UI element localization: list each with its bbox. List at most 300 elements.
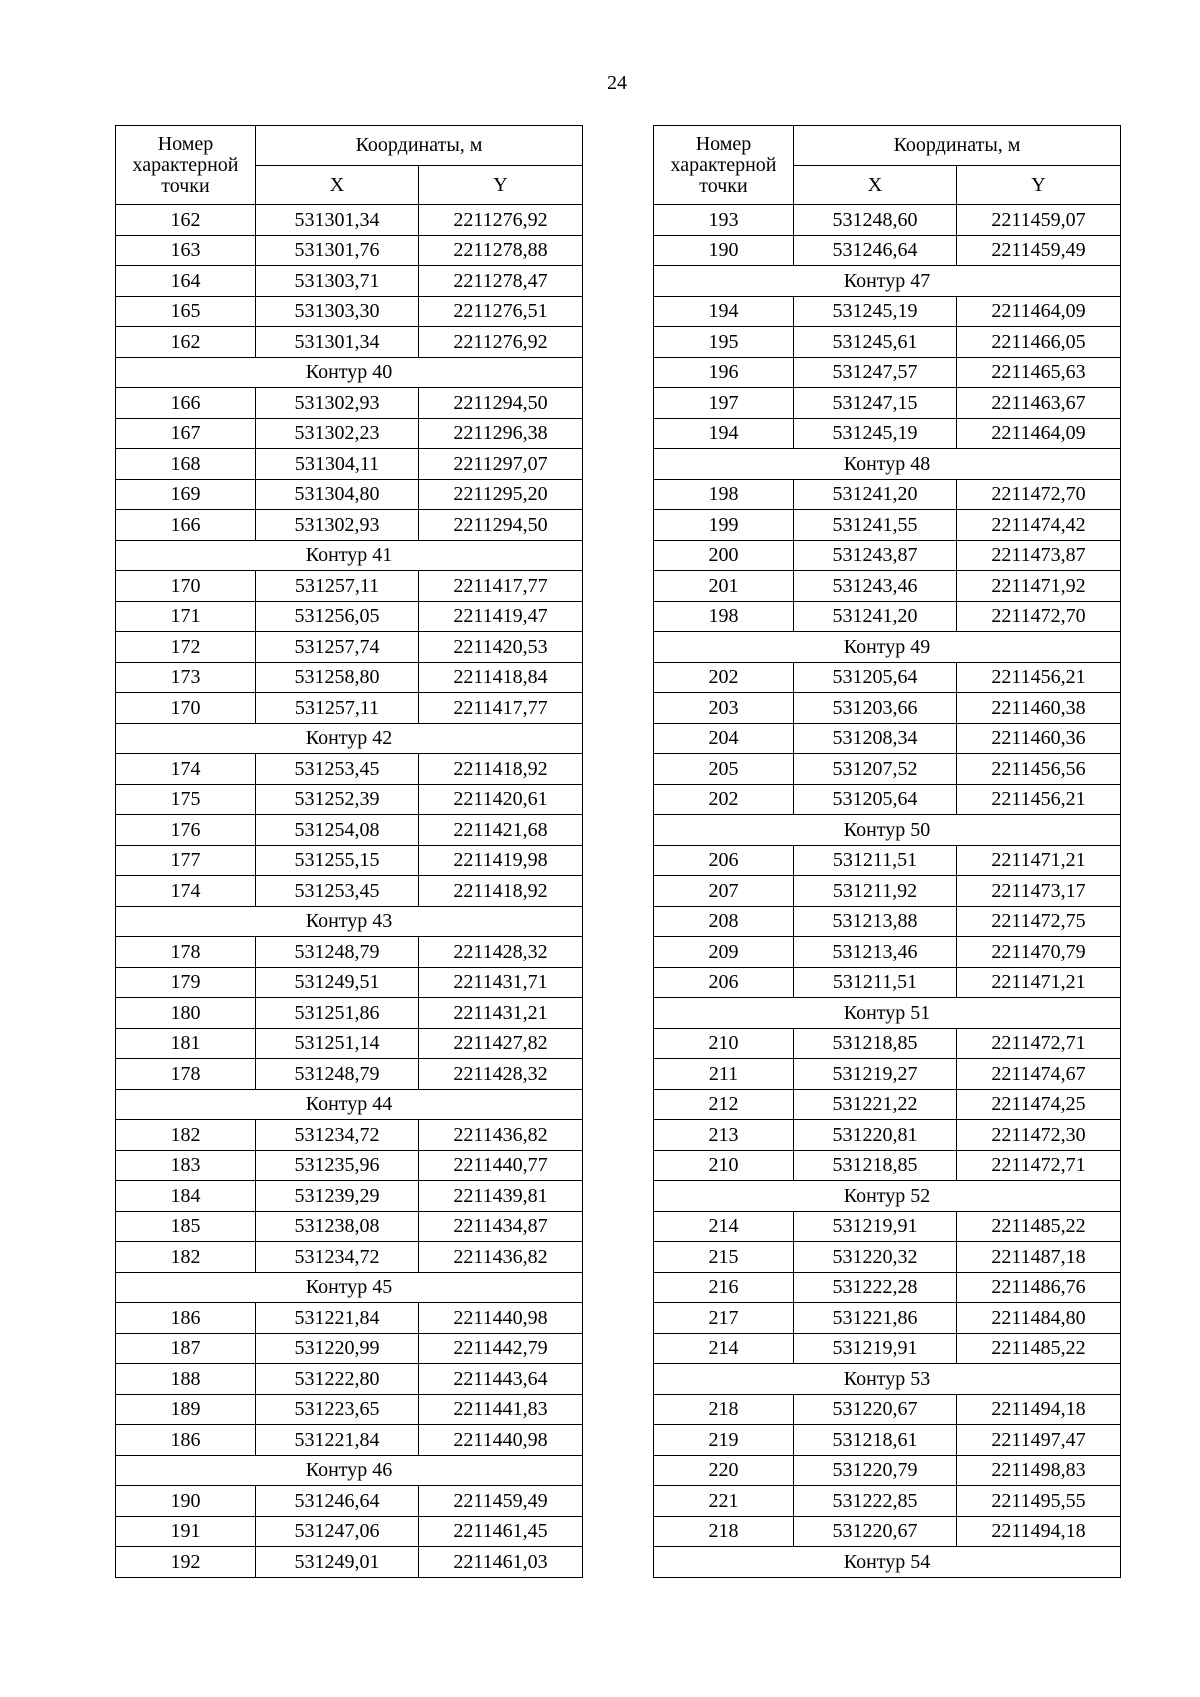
y-coordinate-cell: 2211456,21 [957, 784, 1121, 815]
x-coordinate-cell: 531219,91 [794, 1333, 957, 1364]
point-number-cell: 170 [116, 693, 256, 724]
coordinates-table-left [115, 125, 583, 1578]
point-number-cell: 192 [116, 1547, 256, 1578]
y-coordinate-cell: 2211471,92 [957, 571, 1121, 602]
table-row [116, 418, 583, 449]
table-row [116, 601, 583, 632]
x-coordinate-cell: 531257,11 [256, 693, 419, 724]
table-row [116, 1150, 583, 1181]
x-coordinate-cell: 531220,67 [794, 1394, 957, 1425]
x-coordinate-cell: 531243,46 [794, 571, 957, 602]
point-number-cell: 206 [654, 967, 794, 998]
y-coordinate-cell: 2211418,92 [419, 754, 583, 785]
table-row [116, 1120, 583, 1151]
table-row [654, 693, 1121, 724]
y-coordinate-cell: 2211470,79 [957, 937, 1121, 968]
table-row [116, 815, 583, 846]
x-coordinate-cell: 531247,06 [256, 1516, 419, 1547]
table-row [116, 998, 583, 1029]
y-coordinate-cell: 2211464,09 [957, 418, 1121, 449]
y-coordinate-cell: 2211420,61 [419, 784, 583, 815]
x-coordinate-cell: 531221,86 [794, 1303, 957, 1334]
y-coordinate-cell: 2211463,67 [957, 388, 1121, 419]
point-number-cell: 176 [116, 815, 256, 846]
y-coordinate-cell: 2211294,50 [419, 510, 583, 541]
table-row [654, 601, 1121, 632]
y-coordinate-cell: 2211434,87 [419, 1211, 583, 1242]
point-number-cell: 165 [116, 296, 256, 327]
contour-label: Контур 50 [654, 815, 1121, 846]
point-number-cell: 186 [116, 1303, 256, 1334]
y-coordinate-cell: 2211440,77 [419, 1150, 583, 1181]
x-coordinate-cell: 531241,20 [794, 479, 957, 510]
y-coordinate-cell: 2211276,92 [419, 205, 583, 236]
table-row [116, 1516, 583, 1547]
table-row [116, 1028, 583, 1059]
x-coordinate-cell: 531213,46 [794, 937, 957, 968]
table-row [116, 1425, 583, 1456]
x-coordinate-cell: 531257,11 [256, 571, 419, 602]
point-number-cell: 169 [116, 479, 256, 510]
table-row [654, 754, 1121, 785]
table-row [654, 388, 1121, 419]
y-coordinate-cell: 2211294,50 [419, 388, 583, 419]
contour-row [654, 1547, 1121, 1578]
table-row [116, 845, 583, 876]
point-number-cell: 208 [654, 906, 794, 937]
table-row [654, 1303, 1121, 1334]
table-row [116, 296, 583, 327]
y-coordinate-cell: 2211460,36 [957, 723, 1121, 754]
point-number-cell: 213 [654, 1120, 794, 1151]
y-coordinate-cell: 2211464,09 [957, 296, 1121, 327]
point-number-cell: 216 [654, 1272, 794, 1303]
y-coordinate-cell: 2211459,49 [419, 1486, 583, 1517]
x-coordinate-cell: 531245,61 [794, 327, 957, 358]
y-coordinate-cell: 2211428,32 [419, 1059, 583, 1090]
table-row [116, 235, 583, 266]
point-number-cell: 182 [116, 1120, 256, 1151]
point-number-cell: 210 [654, 1028, 794, 1059]
y-coordinate-cell: 2211466,05 [957, 327, 1121, 358]
table-row [654, 845, 1121, 876]
x-coordinate-cell: 531256,05 [256, 601, 419, 632]
table-row [116, 1059, 583, 1090]
contour-label: Контур 45 [116, 1272, 583, 1303]
x-coordinate-cell: 531211,92 [794, 876, 957, 907]
x-coordinate-cell: 531303,71 [256, 266, 419, 297]
y-coordinate-cell: 2211418,84 [419, 662, 583, 693]
point-number-cell: 220 [654, 1455, 794, 1486]
y-coordinate-cell: 2211440,98 [419, 1425, 583, 1456]
table-row [116, 876, 583, 907]
y-coordinate-cell: 2211474,67 [957, 1059, 1121, 1090]
contour-label: Контур 53 [654, 1364, 1121, 1395]
header-x: X [256, 165, 419, 205]
header-x: X [794, 165, 957, 205]
y-coordinate-cell: 2211436,82 [419, 1242, 583, 1273]
table-row [116, 449, 583, 480]
point-number-cell: 199 [654, 510, 794, 541]
x-coordinate-cell: 531207,52 [794, 754, 957, 785]
table-row [654, 876, 1121, 907]
point-number-cell: 166 [116, 388, 256, 419]
table-row [654, 1333, 1121, 1364]
table-row [654, 296, 1121, 327]
page-number: 24 [607, 72, 627, 94]
point-number-cell: 203 [654, 693, 794, 724]
table-row [654, 479, 1121, 510]
y-coordinate-cell: 2211495,55 [957, 1486, 1121, 1517]
contour-row [116, 723, 583, 754]
y-coordinate-cell: 2211297,07 [419, 449, 583, 480]
y-coordinate-cell: 2211443,64 [419, 1364, 583, 1395]
table-row [654, 723, 1121, 754]
y-coordinate-cell: 2211465,63 [957, 357, 1121, 388]
point-number-cell: 214 [654, 1333, 794, 1364]
point-number-cell: 198 [654, 601, 794, 632]
table-row [654, 967, 1121, 998]
contour-row [654, 632, 1121, 663]
point-number-cell: 211 [654, 1059, 794, 1090]
point-number-cell: 195 [654, 327, 794, 358]
table-row [116, 388, 583, 419]
x-coordinate-cell: 531252,39 [256, 784, 419, 815]
point-number-cell: 204 [654, 723, 794, 754]
table-row [654, 1120, 1121, 1151]
table-row [654, 1089, 1121, 1120]
y-coordinate-cell: 2211472,70 [957, 479, 1121, 510]
coordinates-table-right [653, 125, 1121, 1578]
contour-label: Контур 49 [654, 632, 1121, 663]
x-coordinate-cell: 531238,08 [256, 1211, 419, 1242]
y-coordinate-cell: 2211474,42 [957, 510, 1121, 541]
point-number-cell: 184 [116, 1181, 256, 1212]
x-coordinate-cell: 531205,64 [794, 784, 957, 815]
point-number-cell: 190 [116, 1486, 256, 1517]
x-coordinate-cell: 531249,01 [256, 1547, 419, 1578]
table-body-right [654, 205, 1121, 1578]
y-coordinate-cell: 2211440,98 [419, 1303, 583, 1334]
x-coordinate-cell: 531218,85 [794, 1150, 957, 1181]
x-coordinate-cell: 531222,85 [794, 1486, 957, 1517]
y-coordinate-cell: 2211472,30 [957, 1120, 1121, 1151]
point-number-cell: 174 [116, 754, 256, 785]
header-y: Y [957, 165, 1121, 205]
x-coordinate-cell: 531253,45 [256, 754, 419, 785]
table-row [654, 1516, 1121, 1547]
table-row [116, 1547, 583, 1578]
point-number-cell: 202 [654, 662, 794, 693]
point-number-cell: 218 [654, 1394, 794, 1425]
table-row [654, 784, 1121, 815]
x-coordinate-cell: 531304,80 [256, 479, 419, 510]
x-coordinate-cell: 531246,64 [256, 1486, 419, 1517]
table-row [116, 967, 583, 998]
point-number-cell: 162 [116, 327, 256, 358]
x-coordinate-cell: 531303,30 [256, 296, 419, 327]
x-coordinate-cell: 531208,34 [794, 723, 957, 754]
point-number-cell: 168 [116, 449, 256, 480]
table-row [116, 1242, 583, 1273]
y-coordinate-cell: 2211421,68 [419, 815, 583, 846]
x-coordinate-cell: 531245,19 [794, 418, 957, 449]
contour-label: Контур 46 [116, 1455, 583, 1486]
table-row [654, 540, 1121, 571]
y-coordinate-cell: 2211486,76 [957, 1272, 1121, 1303]
point-number-cell: 193 [654, 205, 794, 236]
contour-label: Контур 48 [654, 449, 1121, 480]
table-row [116, 693, 583, 724]
y-coordinate-cell: 2211471,21 [957, 845, 1121, 876]
table-row [654, 1059, 1121, 1090]
table-row [654, 235, 1121, 266]
x-coordinate-cell: 531304,11 [256, 449, 419, 480]
x-coordinate-cell: 531302,93 [256, 510, 419, 541]
x-coordinate-cell: 531302,23 [256, 418, 419, 449]
point-number-cell: 164 [116, 266, 256, 297]
x-coordinate-cell: 531218,85 [794, 1028, 957, 1059]
contour-label: Контур 42 [116, 723, 583, 754]
point-number-cell: 162 [116, 205, 256, 236]
y-coordinate-cell: 2211442,79 [419, 1333, 583, 1364]
contour-row [654, 266, 1121, 297]
point-number-cell: 212 [654, 1089, 794, 1120]
point-number-cell: 187 [116, 1333, 256, 1364]
table-row [654, 1272, 1121, 1303]
y-coordinate-cell: 2211436,82 [419, 1120, 583, 1151]
contour-row [116, 1455, 583, 1486]
table-row [116, 1364, 583, 1395]
x-coordinate-cell: 531254,08 [256, 815, 419, 846]
point-number-cell: 166 [116, 510, 256, 541]
point-number-cell: 194 [654, 418, 794, 449]
point-number-cell: 167 [116, 418, 256, 449]
contour-label: Контур 54 [654, 1547, 1121, 1578]
x-coordinate-cell: 531251,86 [256, 998, 419, 1029]
y-coordinate-cell: 2211472,70 [957, 601, 1121, 632]
point-number-cell: 173 [116, 662, 256, 693]
table-row [654, 205, 1121, 236]
y-coordinate-cell: 2211494,18 [957, 1394, 1121, 1425]
x-coordinate-cell: 531220,32 [794, 1242, 957, 1273]
point-number-cell: 217 [654, 1303, 794, 1334]
contour-label: Контур 52 [654, 1181, 1121, 1212]
x-coordinate-cell: 531241,55 [794, 510, 957, 541]
x-coordinate-cell: 531241,20 [794, 601, 957, 632]
table-row [654, 1394, 1121, 1425]
table-row [116, 510, 583, 541]
point-number-cell: 189 [116, 1394, 256, 1425]
table-row [116, 784, 583, 815]
contour-row [116, 1272, 583, 1303]
point-number-cell: 174 [116, 876, 256, 907]
table-row [654, 571, 1121, 602]
table-row [116, 662, 583, 693]
y-coordinate-cell: 2211498,83 [957, 1455, 1121, 1486]
y-coordinate-cell: 2211295,20 [419, 479, 583, 510]
x-coordinate-cell: 531218,61 [794, 1425, 957, 1456]
header-point-number: Номер характерной точки [116, 126, 256, 205]
x-coordinate-cell: 531248,79 [256, 1059, 419, 1090]
point-number-cell: 172 [116, 632, 256, 663]
point-number-cell: 179 [116, 967, 256, 998]
y-coordinate-cell: 2211431,21 [419, 998, 583, 1029]
y-coordinate-cell: 2211473,17 [957, 876, 1121, 907]
table-row [654, 906, 1121, 937]
y-coordinate-cell: 2211494,18 [957, 1516, 1121, 1547]
x-coordinate-cell: 531249,51 [256, 967, 419, 998]
point-number-cell: 178 [116, 937, 256, 968]
table-row [654, 1486, 1121, 1517]
point-number-cell: 221 [654, 1486, 794, 1517]
y-coordinate-cell: 2211431,71 [419, 967, 583, 998]
x-coordinate-cell: 531220,67 [794, 1516, 957, 1547]
table-row [116, 479, 583, 510]
table-row [116, 266, 583, 297]
x-coordinate-cell: 531248,60 [794, 205, 957, 236]
point-number-cell: 183 [116, 1150, 256, 1181]
y-coordinate-cell: 2211428,32 [419, 937, 583, 968]
x-coordinate-cell: 531222,80 [256, 1364, 419, 1395]
y-coordinate-cell: 2211278,47 [419, 266, 583, 297]
x-coordinate-cell: 531253,45 [256, 876, 419, 907]
header-coordinates: Координаты, м [794, 126, 1121, 166]
table-row [654, 1425, 1121, 1456]
contour-row [116, 906, 583, 937]
contour-label: Контур 44 [116, 1089, 583, 1120]
x-coordinate-cell: 531301,34 [256, 327, 419, 358]
table-row [116, 1486, 583, 1517]
x-coordinate-cell: 531234,72 [256, 1120, 419, 1151]
x-coordinate-cell: 531258,80 [256, 662, 419, 693]
point-number-cell: 175 [116, 784, 256, 815]
contour-label: Контур 47 [654, 266, 1121, 297]
x-coordinate-cell: 531221,84 [256, 1303, 419, 1334]
point-number-cell: 194 [654, 296, 794, 327]
point-number-cell: 191 [116, 1516, 256, 1547]
y-coordinate-cell: 2211474,25 [957, 1089, 1121, 1120]
y-coordinate-cell: 2211456,21 [957, 662, 1121, 693]
y-coordinate-cell: 2211459,49 [957, 235, 1121, 266]
x-coordinate-cell: 531301,34 [256, 205, 419, 236]
x-coordinate-cell: 531251,14 [256, 1028, 419, 1059]
table-row [116, 1394, 583, 1425]
point-number-cell: 200 [654, 540, 794, 571]
table-row [654, 1028, 1121, 1059]
table-row [654, 327, 1121, 358]
header-coordinates: Координаты, м [256, 126, 583, 166]
point-number-cell: 218 [654, 1516, 794, 1547]
x-coordinate-cell: 531219,91 [794, 1211, 957, 1242]
point-number-cell: 207 [654, 876, 794, 907]
point-number-cell: 177 [116, 845, 256, 876]
y-coordinate-cell: 2211419,98 [419, 845, 583, 876]
x-coordinate-cell: 531257,74 [256, 632, 419, 663]
table-row [654, 662, 1121, 693]
contour-row [654, 1364, 1121, 1395]
contour-label: Контур 51 [654, 998, 1121, 1029]
contour-label: Контур 43 [116, 906, 583, 937]
table-row [116, 1211, 583, 1242]
table-row [116, 937, 583, 968]
y-coordinate-cell: 2211417,77 [419, 571, 583, 602]
y-coordinate-cell: 2211472,75 [957, 906, 1121, 937]
table-row [654, 1455, 1121, 1486]
contour-label: Контур 41 [116, 540, 583, 571]
point-number-cell: 170 [116, 571, 256, 602]
y-coordinate-cell: 2211472,71 [957, 1028, 1121, 1059]
x-coordinate-cell: 531235,96 [256, 1150, 419, 1181]
y-coordinate-cell: 2211460,38 [957, 693, 1121, 724]
table-row [654, 1211, 1121, 1242]
table-row [654, 357, 1121, 388]
table-row [116, 571, 583, 602]
x-coordinate-cell: 531247,57 [794, 357, 957, 388]
point-number-cell: 180 [116, 998, 256, 1029]
point-number-cell: 219 [654, 1425, 794, 1456]
x-coordinate-cell: 531247,15 [794, 388, 957, 419]
contour-row [654, 449, 1121, 480]
x-coordinate-cell: 531255,15 [256, 845, 419, 876]
point-number-cell: 190 [654, 235, 794, 266]
table-row [116, 327, 583, 358]
x-coordinate-cell: 531234,72 [256, 1242, 419, 1273]
table-row [654, 1150, 1121, 1181]
table-row [116, 1333, 583, 1364]
point-number-cell: 182 [116, 1242, 256, 1273]
table-body-left [116, 205, 583, 1578]
x-coordinate-cell: 531219,27 [794, 1059, 957, 1090]
table-row [654, 937, 1121, 968]
contour-row [116, 357, 583, 388]
point-number-cell: 185 [116, 1211, 256, 1242]
y-coordinate-cell: 2211487,18 [957, 1242, 1121, 1273]
table-row [654, 1242, 1121, 1273]
x-coordinate-cell: 531211,51 [794, 967, 957, 998]
x-coordinate-cell: 531301,76 [256, 235, 419, 266]
y-coordinate-cell: 2211484,80 [957, 1303, 1121, 1334]
x-coordinate-cell: 531222,28 [794, 1272, 957, 1303]
y-coordinate-cell: 2211471,21 [957, 967, 1121, 998]
y-coordinate-cell: 2211473,87 [957, 540, 1121, 571]
point-number-cell: 215 [654, 1242, 794, 1273]
y-coordinate-cell: 2211472,71 [957, 1150, 1121, 1181]
point-number-cell: 201 [654, 571, 794, 602]
y-coordinate-cell: 2211497,47 [957, 1425, 1121, 1456]
y-coordinate-cell: 2211420,53 [419, 632, 583, 663]
x-coordinate-cell: 531245,19 [794, 296, 957, 327]
x-coordinate-cell: 531223,65 [256, 1394, 419, 1425]
point-number-cell: 209 [654, 937, 794, 968]
y-coordinate-cell: 2211441,83 [419, 1394, 583, 1425]
point-number-cell: 202 [654, 784, 794, 815]
x-coordinate-cell: 531213,88 [794, 906, 957, 937]
point-number-cell: 181 [116, 1028, 256, 1059]
y-coordinate-cell: 2211296,38 [419, 418, 583, 449]
point-number-cell: 186 [116, 1425, 256, 1456]
table-row [654, 510, 1121, 541]
y-coordinate-cell: 2211461,45 [419, 1516, 583, 1547]
x-coordinate-cell: 531248,79 [256, 937, 419, 968]
point-number-cell: 188 [116, 1364, 256, 1395]
y-coordinate-cell: 2211417,77 [419, 693, 583, 724]
y-coordinate-cell: 2211461,03 [419, 1547, 583, 1578]
x-coordinate-cell: 531220,99 [256, 1333, 419, 1364]
x-coordinate-cell: 531221,22 [794, 1089, 957, 1120]
y-coordinate-cell: 2211485,22 [957, 1333, 1121, 1364]
x-coordinate-cell: 531243,87 [794, 540, 957, 571]
